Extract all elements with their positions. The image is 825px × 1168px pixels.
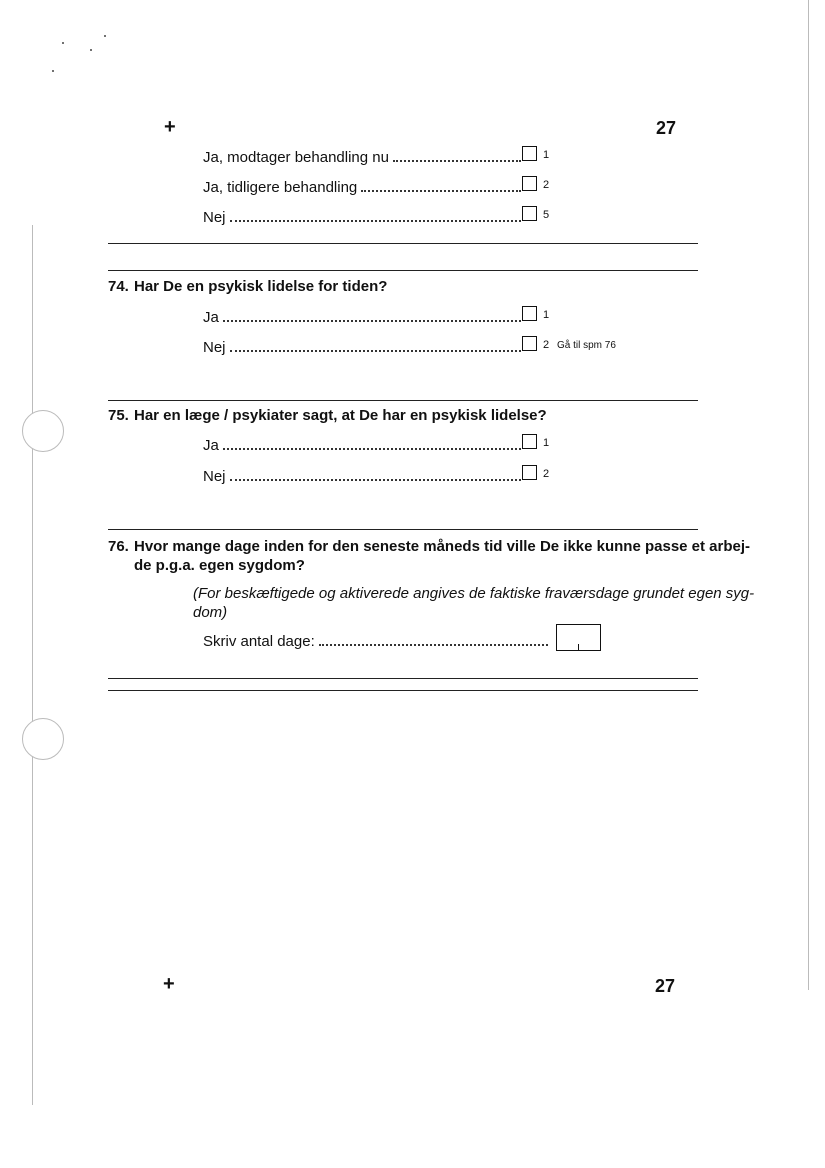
separator-line [108,270,698,271]
note-line: dom) [193,604,228,621]
question-text: Hvor mange dage inden for den seneste måneds tid ville De ikke kunne passe et arbej- [134,538,751,555]
option-row [203,434,521,454]
option-code: 1 [543,309,550,321]
scan-speck [62,42,64,44]
question-text: Har en læge / psykiater sagt, at De har en psykisk lidelse? [134,407,547,424]
dot-leader [223,320,521,322]
days-input-row [203,630,548,650]
left-binding-line [32,225,33,1105]
option-label: Nej [203,339,226,356]
scan-speck [52,70,54,72]
checkbox-q74-nej[interactable] [522,336,537,351]
dot-leader [230,350,521,352]
option-label: Ja [203,437,219,454]
question-number: 74. [108,278,129,295]
checkbox-tidligere-behandling[interactable] [522,176,537,191]
question-text-cont: de p.g.a. egen sygdom? [134,557,305,574]
option-row [203,465,521,485]
separator-line [108,243,698,244]
option-label: Ja [203,309,219,326]
separator-line [108,678,698,679]
question-76 [108,537,783,575]
dot-leader [230,220,521,222]
option-code: 1 [543,149,550,161]
separator-line [108,400,698,401]
question-text: Har De en psykisk lidelse for tiden? [134,278,388,295]
punch-hole-top [22,410,64,452]
crosshair-bottom: + [163,973,175,995]
punch-hole-bottom [22,718,64,760]
crosshair-top: + [164,116,176,138]
question-number: 75. [108,407,129,424]
right-edge-line [808,0,809,990]
checkbox-nej-behandling[interactable] [522,206,537,221]
option-row [203,146,521,166]
checkbox-q75-ja[interactable] [522,434,537,449]
page-number-bottom: 27 [655,976,676,996]
option-label: Nej [203,209,226,226]
checkbox-q75-nej[interactable] [522,465,537,480]
option-row [203,336,521,356]
option-row [203,306,521,326]
dot-leader [393,160,521,162]
option-label: Ja, modtager behandling nu [203,149,389,166]
scan-speck [104,35,106,37]
option-label: Nej [203,468,226,485]
days-input-box[interactable] [556,624,601,651]
note-line: (For beskæftigede og aktiverede angives de faktiske fraværsdage grundet egen syg- [193,585,755,602]
option-code: 2 [543,339,550,351]
question-74 [108,277,783,296]
dot-leader [319,644,548,646]
checkbox-behandling-nu[interactable] [522,146,537,161]
instruction-note [193,584,783,622]
option-code: 5 [543,209,550,221]
dot-leader [223,448,521,450]
option-row [203,206,521,226]
option-row [203,176,521,196]
option-code: 1 [543,437,550,449]
separator-line [108,690,698,691]
option-label: Ja, tidligere behandling [203,179,358,196]
separator-line [108,529,698,530]
skip-instruction: Gå til spm 76 [557,340,616,351]
page-number-top: 27 [656,118,677,138]
question-75 [108,406,783,425]
option-code: 2 [543,468,550,480]
question-number: 76. [108,538,129,555]
dot-leader [230,479,521,481]
digit-divider [578,644,579,650]
option-code: 2 [543,179,550,191]
dot-leader [361,190,521,192]
checkbox-q74-ja[interactable] [522,306,537,321]
input-label: Skriv antal dage: [203,633,315,650]
scan-speck [90,49,92,51]
